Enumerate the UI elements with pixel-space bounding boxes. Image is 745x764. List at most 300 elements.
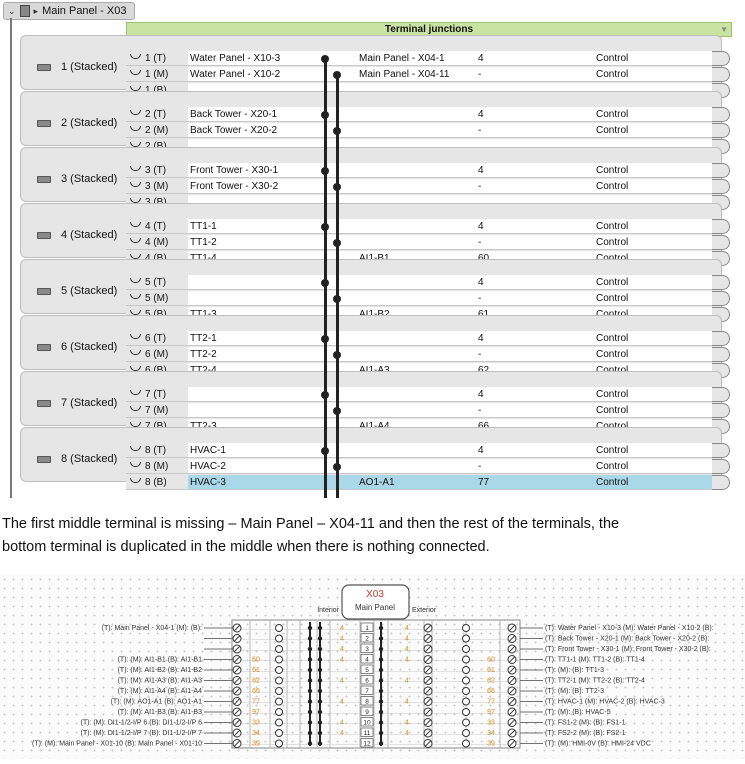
bridge-dot xyxy=(308,626,312,630)
wire-type[interactable]: Control xyxy=(594,475,720,490)
exterior-label: Exterior xyxy=(412,607,437,614)
terminal-id-text: 5 (T) xyxy=(145,277,167,288)
bridge-cell[interactable] xyxy=(313,331,357,346)
chevron-down-icon[interactable]: ⌄ xyxy=(8,6,16,16)
interior-connection[interactable] xyxy=(357,235,476,250)
row-end-cap xyxy=(712,387,730,402)
row-end-cap xyxy=(712,475,730,490)
exterior-connection[interactable]: Front Tower - X30-2 xyxy=(188,179,313,194)
row-end-cap xyxy=(712,331,730,346)
bridge-cell[interactable] xyxy=(313,51,357,66)
bridge-dot xyxy=(308,741,312,745)
group-label-text: 1 (Stacked) xyxy=(61,61,118,73)
right-connection-label: (T): Water Panel - X10-3 (M): Water Panel - X10-2 (B): xyxy=(545,625,714,632)
connector-hook-icon xyxy=(130,390,141,395)
wire-number[interactable]: 4 xyxy=(476,331,594,346)
connector-hook-icon xyxy=(130,294,141,299)
interior-connection[interactable] xyxy=(357,179,476,194)
bridge-bus-line xyxy=(336,76,339,498)
terminal-id[interactable] xyxy=(126,387,188,402)
terminal-row[interactable] xyxy=(126,331,720,346)
exterior-connection[interactable] xyxy=(188,275,313,290)
terminal-number: 3 xyxy=(365,646,369,653)
interior-connection[interactable] xyxy=(357,403,476,418)
bridge-dot xyxy=(318,668,322,672)
bridge-cell[interactable] xyxy=(313,443,357,458)
wire-number[interactable]: - xyxy=(476,291,594,306)
connector-hook-icon xyxy=(130,70,141,75)
exterior-connection[interactable]: Water Panel - X10-2 xyxy=(188,67,313,82)
right-connection-label: (T): TT1-1 (M): TT1-2 (B): TT1-4 xyxy=(545,656,645,664)
row-end-cap xyxy=(712,163,730,178)
connector-hook-icon xyxy=(130,54,141,59)
wire-type[interactable]: Control xyxy=(594,219,720,234)
exterior-connection[interactable] xyxy=(188,291,313,306)
exterior-connection[interactable] xyxy=(188,403,313,418)
wire-number-right: 97 xyxy=(487,709,495,716)
terminal-row[interactable] xyxy=(126,403,720,418)
wire-number-mid-left: 4 xyxy=(340,698,344,706)
left-connection-label: (T): (M): AO1-A1 (B): AO1-A1 xyxy=(110,698,202,706)
terminal-id[interactable] xyxy=(126,275,188,290)
wire-type[interactable]: Control xyxy=(594,51,720,66)
terminal-plug-icon xyxy=(37,232,51,239)
row-end-cap xyxy=(712,123,730,138)
terminal-screw-icon xyxy=(276,625,283,632)
diagram-title: X03 xyxy=(366,589,384,600)
terminal-id-text: 2 (M) xyxy=(145,125,169,136)
wire-number-mid-right: 4 xyxy=(405,719,409,727)
interior-connection[interactable] xyxy=(357,291,476,306)
left-connection-label: (T): (M): AI1-B2 (B): AI1-B2 xyxy=(117,667,202,674)
wire-number-left: 34 xyxy=(252,730,260,737)
bridge-dot xyxy=(308,668,312,672)
dropdown-arrow-icon[interactable]: ▼ xyxy=(720,25,728,34)
terminal-screw-icon xyxy=(463,646,470,653)
wire-number[interactable]: - xyxy=(476,459,594,474)
connector-hook-icon xyxy=(130,238,141,243)
wire-number-mid-right: 4 xyxy=(405,625,409,632)
row-end-cap xyxy=(712,347,730,362)
wire-type[interactable]: Control xyxy=(594,107,720,122)
bridge-cell[interactable] xyxy=(313,219,357,234)
terminal-screw-icon xyxy=(276,646,283,653)
right-connection-label: (T): FS1-2 (M): (B): FS1-1 xyxy=(545,719,626,727)
terminal-screw-icon xyxy=(463,656,470,663)
terminal-row[interactable] xyxy=(126,67,720,82)
bridge-dot xyxy=(308,710,312,714)
chevron-right-icon[interactable]: ▸ xyxy=(33,6,39,16)
group-label-text: 6 (Stacked) xyxy=(61,341,118,353)
terminal-screw-icon xyxy=(276,635,283,642)
exterior-connection[interactable]: Front Tower - X30-1 xyxy=(188,163,313,178)
wire-type[interactable]: Control xyxy=(594,275,720,290)
diagram-subtitle: Main Panel xyxy=(354,603,396,612)
terminal-screw-icon xyxy=(463,709,470,716)
interior-connection[interactable] xyxy=(357,107,476,122)
wire-type[interactable]: Control xyxy=(594,179,720,194)
terminal-id[interactable] xyxy=(126,219,188,234)
wire-number[interactable]: 4 xyxy=(476,387,594,402)
terminal-plug-icon xyxy=(37,400,51,407)
wire-type[interactable]: Control xyxy=(594,403,720,418)
row-end-cap xyxy=(712,51,730,66)
note-line-2: bottom terminal is duplicated in the middle when there is nothing connected. xyxy=(2,539,490,555)
terminal-id[interactable] xyxy=(126,291,188,306)
terminal-id[interactable] xyxy=(126,475,188,490)
terminal-number: 1 xyxy=(365,625,369,632)
group-label xyxy=(37,61,117,73)
terminal-id[interactable] xyxy=(126,107,188,122)
exterior-connection[interactable]: HVAC-1 xyxy=(188,443,313,458)
wire-number[interactable]: 4 xyxy=(476,219,594,234)
terminal-screw-icon xyxy=(276,709,283,716)
left-connection-label: (T): (M): AI1-B3 (B): AI1-B3 xyxy=(117,709,202,716)
wire-number-right: 34 xyxy=(487,730,495,737)
group-label-text: 3 (Stacked) xyxy=(61,173,118,185)
issue-note xyxy=(2,513,742,559)
right-connection-label: (T): FS2-2 (M): (B): FS2-1 xyxy=(545,730,626,737)
bridge-cell[interactable] xyxy=(313,163,357,178)
bridge-dot xyxy=(318,741,322,745)
connector-hook-icon xyxy=(130,478,141,483)
terminal-number: 11 xyxy=(363,730,371,737)
exterior-connection[interactable]: TT2-1 xyxy=(188,331,313,346)
exterior-connection[interactable]: HVAC-2 xyxy=(188,459,313,474)
terminal-number: 4 xyxy=(365,656,369,664)
bridge-cell[interactable] xyxy=(313,107,357,122)
row-end-cap xyxy=(712,179,730,194)
terminal-screw-icon xyxy=(276,740,283,747)
panel-tab[interactable] xyxy=(3,2,135,20)
group-label xyxy=(37,397,117,409)
right-connection-label: (T): TT2-1 (M): TT2-2 (B): TT2-4 xyxy=(545,677,645,685)
bridge-dot xyxy=(308,636,312,640)
terminal-screw-icon xyxy=(276,698,283,705)
terminal-id-text: 4 (T) xyxy=(145,221,167,232)
wire-number[interactable]: - xyxy=(476,67,594,82)
terminal-id[interactable] xyxy=(126,331,188,346)
diagram-canvas xyxy=(0,575,745,759)
terminal-id-text: 7 (M) xyxy=(145,405,169,416)
terminal-id[interactable] xyxy=(126,163,188,178)
row-end-cap xyxy=(712,235,730,250)
terminal-screw-icon xyxy=(463,730,470,737)
terminal-id[interactable] xyxy=(126,443,188,458)
row-end-cap xyxy=(712,107,730,122)
right-connection-label: (T): (M): HMI-0V (B): HMI-24 VDC xyxy=(545,740,651,748)
terminal-plug-icon xyxy=(37,344,51,351)
bridge-cell[interactable] xyxy=(313,387,357,402)
terminal-id-text: 8 (B) xyxy=(145,477,167,488)
bridge-dot xyxy=(318,636,322,640)
terminal-row[interactable] xyxy=(126,275,720,290)
wire-number-right: 33 xyxy=(487,719,495,727)
terminal-row[interactable] xyxy=(126,291,720,306)
terminal-screw-icon xyxy=(276,667,283,674)
interior-connection[interactable] xyxy=(357,219,476,234)
bridge-dot xyxy=(379,678,383,682)
exterior-connection[interactable] xyxy=(188,387,313,402)
terminal-id-text: 3 (T) xyxy=(145,165,167,176)
exterior-connection[interactable]: TT1-2 xyxy=(188,235,313,250)
wire-number[interactable]: 4 xyxy=(476,107,594,122)
wire-number-mid-right: 4 xyxy=(405,646,409,653)
terminal-id-text: 6 (M) xyxy=(145,349,169,360)
wire-number-mid-right: 4 xyxy=(405,635,409,643)
bridge-dot xyxy=(379,636,383,640)
terminal-number: 12 xyxy=(363,740,371,748)
bridge-dot xyxy=(318,678,322,682)
terminal-id-text: 8 (T) xyxy=(145,445,167,456)
bridge-dot xyxy=(379,741,383,745)
exterior-connection[interactable]: TT1-1 xyxy=(188,219,313,234)
terminal-row[interactable] xyxy=(126,235,720,250)
bridge-dot xyxy=(308,647,312,651)
terminal-screw-icon xyxy=(463,740,470,747)
terminal-screw-icon xyxy=(463,635,470,642)
bridge-dot xyxy=(318,720,322,724)
terminal-screw-icon xyxy=(463,719,470,726)
connector-hook-icon xyxy=(130,350,141,355)
bridge-dot xyxy=(318,731,322,735)
connector-hook-icon xyxy=(130,462,141,467)
right-connection-label: (T): HVAC-1 (M): HVAC-2 (B): HVAC-3 xyxy=(545,698,665,706)
strip-icon xyxy=(20,5,30,17)
wire-number-mid-left: 4 xyxy=(340,730,344,737)
wire-number-mid-left: 4 xyxy=(340,635,344,643)
wire-type[interactable]: Control xyxy=(594,443,720,458)
connector-hook-icon xyxy=(130,334,141,339)
wire-number-left: 66 xyxy=(252,688,260,695)
row-end-cap xyxy=(712,219,730,234)
terminal-screw-icon xyxy=(463,625,470,632)
wire-number[interactable]: - xyxy=(476,123,594,138)
terminal-screw-icon xyxy=(463,688,470,695)
group-label xyxy=(37,117,117,129)
wire-number-right: 60 xyxy=(487,656,495,664)
bridge-dot xyxy=(318,626,322,630)
wire-number-left: 77 xyxy=(252,698,260,706)
bridge-bus-line xyxy=(324,60,327,498)
bridge-dot xyxy=(318,689,322,693)
terminal-plug-icon xyxy=(37,456,51,463)
row-end-cap xyxy=(712,459,730,474)
terminal-screw-icon xyxy=(276,688,283,695)
terminal-id[interactable] xyxy=(126,235,188,250)
bridge-cell[interactable] xyxy=(313,275,357,290)
connector-hook-icon xyxy=(130,222,141,227)
group-label xyxy=(37,453,117,465)
wire-number[interactable]: 4 xyxy=(476,443,594,458)
terminal-row[interactable] xyxy=(126,475,720,490)
group-label xyxy=(37,173,117,185)
terminal-id[interactable] xyxy=(126,347,188,362)
terminal-number: 8 xyxy=(365,698,369,706)
terminal-row[interactable] xyxy=(126,107,720,122)
terminal-id-text: 3 (M) xyxy=(145,181,169,192)
terminal-screw-icon xyxy=(463,677,470,684)
wire-type[interactable]: Control xyxy=(594,123,720,138)
terminal-plug-icon xyxy=(37,64,51,71)
left-connection-label: (T): (M): Main Panel - X01-10 (B): Main Panel - X01-10 xyxy=(31,740,202,748)
wire-number-right: 77 xyxy=(487,698,495,706)
bridge-dot xyxy=(318,657,322,661)
wire-type[interactable]: Control xyxy=(594,331,720,346)
terminal-id-text: 2 (T) xyxy=(145,109,167,120)
wire-number-left: 60 xyxy=(252,656,260,664)
bridge-dot xyxy=(308,678,312,682)
wire-number[interactable]: - xyxy=(476,347,594,362)
interior-connection[interactable]: Main Panel - X04-11 xyxy=(357,67,476,82)
wire-number-mid-right: 4 xyxy=(405,698,409,706)
wire-number-right: 62 xyxy=(487,677,495,685)
wire-number[interactable]: 77 xyxy=(476,475,594,490)
wire-number-mid-left: 4 xyxy=(340,677,344,685)
wire-number[interactable]: 4 xyxy=(476,275,594,290)
wire-number-mid-right: 4 xyxy=(405,677,409,685)
left-connection-label: (T): (M): AI1-A3 (B): AI1-A3 xyxy=(117,677,202,685)
terminal-row[interactable] xyxy=(126,163,720,178)
exterior-connection[interactable]: Back Tower - X20-1 xyxy=(188,107,313,122)
terminal-row[interactable] xyxy=(126,51,720,66)
terminal-row[interactable] xyxy=(126,459,720,474)
exterior-connection[interactable]: HVAC-3 xyxy=(188,475,313,490)
right-connection-label: (T): (M): (B): TT2-3 xyxy=(545,688,604,695)
row-end-cap xyxy=(712,275,730,290)
connector-hook-icon xyxy=(130,446,141,451)
wire-number-left: 39 xyxy=(252,740,260,748)
wire-number[interactable]: - xyxy=(476,235,594,250)
group-label xyxy=(37,341,117,353)
interior-connection[interactable] xyxy=(357,123,476,138)
terminal-number: 2 xyxy=(365,635,369,643)
wire-type[interactable]: Control xyxy=(594,347,720,362)
wire-number[interactable]: - xyxy=(476,403,594,418)
terminal-id-text: 1 (T) xyxy=(145,53,167,64)
left-connection-label: (T): (M): AI1-B1 (B): AI1-B1 xyxy=(117,656,202,664)
group-label-text: 7 (Stacked) xyxy=(61,397,118,409)
terminal-id-text: 6 (T) xyxy=(145,333,167,344)
row-end-cap xyxy=(712,67,730,82)
wire-number-mid-left: 4 xyxy=(340,656,344,664)
right-connection-label: (T): Back Tower - X20-1 (M): Back Tower - X20-2 (B): xyxy=(545,635,710,643)
wire-number[interactable]: 4 xyxy=(476,163,594,178)
bridge-dot xyxy=(379,699,383,703)
note-line-1: The first middle terminal is missing – Main Panel – X04-11 and then the rest of the terminals, the xyxy=(2,516,620,532)
row-end-cap xyxy=(712,291,730,306)
wire-type[interactable]: Control xyxy=(594,163,720,178)
interior-connection[interactable]: AO1-A1 xyxy=(357,475,476,490)
terminal-plug-icon xyxy=(37,288,51,295)
tree-line xyxy=(10,18,12,498)
terminal-number: 10 xyxy=(363,719,371,727)
interior-label: Interior xyxy=(317,607,339,614)
wire-number-left: 61 xyxy=(252,667,260,674)
wire-number-right: 66 xyxy=(487,688,495,695)
right-connection-label: (T): (M): (B): TT1-3 xyxy=(545,667,604,674)
group-label xyxy=(37,229,117,241)
terminal-screw-icon xyxy=(463,698,470,705)
wire-number-left: 33 xyxy=(252,719,260,727)
wire-number[interactable]: - xyxy=(476,179,594,194)
terminal-screw-icon xyxy=(276,730,283,737)
terminal-screw-icon xyxy=(276,656,283,663)
terminal-id[interactable] xyxy=(126,459,188,474)
connector-hook-icon xyxy=(130,406,141,411)
terminal-id[interactable] xyxy=(126,179,188,194)
terminal-row[interactable] xyxy=(126,387,720,402)
terminal-row[interactable] xyxy=(126,123,720,138)
row-end-cap xyxy=(712,443,730,458)
terminal-id[interactable] xyxy=(126,51,188,66)
exterior-connection[interactable]: Back Tower - X20-2 xyxy=(188,123,313,138)
left-connection-label: (T): (M): DI1-1/2-I/P 6 (B): DI1-1/2-I/P 6 xyxy=(80,719,202,727)
bridge-dot xyxy=(379,626,383,630)
wire-number-mid-left: 4 xyxy=(340,625,344,632)
wire-number-left: 97 xyxy=(252,709,260,716)
bridge-dot xyxy=(379,720,383,724)
wire-type[interactable]: Control xyxy=(594,387,720,402)
group-label-text: 8 (Stacked) xyxy=(61,453,118,465)
panel-tab-title: Main Panel - X03 xyxy=(42,5,127,17)
bridge-dot xyxy=(308,657,312,661)
interior-connection[interactable] xyxy=(357,459,476,474)
terminal-id-text: 4 (M) xyxy=(145,237,169,248)
terminal-id[interactable] xyxy=(126,67,188,82)
wire-type[interactable]: Control xyxy=(594,459,720,474)
group-label-text: 4 (Stacked) xyxy=(61,229,118,241)
terminal-id[interactable] xyxy=(126,123,188,138)
wire-number-mid-left: 4 xyxy=(340,646,344,653)
group-label-text: 2 (Stacked) xyxy=(61,117,118,129)
table-title-text: Terminal junctions xyxy=(384,24,474,35)
wire-number[interactable]: 4 xyxy=(476,51,594,66)
terminal-id[interactable] xyxy=(126,403,188,418)
interior-connection[interactable] xyxy=(357,387,476,402)
terminal-row[interactable] xyxy=(126,219,720,234)
wire-type[interactable]: Control xyxy=(594,291,720,306)
bridge-dot xyxy=(318,647,322,651)
exterior-connection[interactable]: TT2-2 xyxy=(188,347,313,362)
wire-number-mid-left: 4 xyxy=(340,719,344,727)
interior-connection[interactable] xyxy=(357,443,476,458)
interior-connection[interactable] xyxy=(357,331,476,346)
terminal-number: 9 xyxy=(365,709,369,716)
interior-connection[interactable] xyxy=(357,275,476,290)
terminal-row[interactable] xyxy=(126,347,720,362)
terminal-row[interactable] xyxy=(126,443,720,458)
interior-connection[interactable] xyxy=(357,347,476,362)
wire-type[interactable]: Control xyxy=(594,67,720,82)
bridge-dot xyxy=(308,720,312,724)
terminal-plug-icon xyxy=(37,120,51,127)
exterior-connection[interactable]: Water Panel - X10-3 xyxy=(188,51,313,66)
left-connection-label: (T): (M): DI1-1/2-I/P 7 (B): DI1-1/2-I/P 7 xyxy=(80,730,202,737)
terminal-screw-icon xyxy=(463,667,470,674)
interior-connection[interactable] xyxy=(357,163,476,178)
wire-type[interactable]: Control xyxy=(594,235,720,250)
bridge-dot xyxy=(318,710,322,714)
terminal-number: 6 xyxy=(365,677,369,685)
terminal-id-text: 5 (M) xyxy=(145,293,169,304)
bridge-cell[interactable] xyxy=(313,475,357,490)
wire-number-right: 39 xyxy=(487,740,495,748)
interior-connection[interactable]: Main Panel - X04-1 xyxy=(357,51,476,66)
bridge-dot xyxy=(379,731,383,735)
terminal-row[interactable] xyxy=(126,179,720,194)
right-connection-label: (T): Front Tower - X30-1 (M): Front Tower - X30-2 (B): xyxy=(545,646,711,653)
